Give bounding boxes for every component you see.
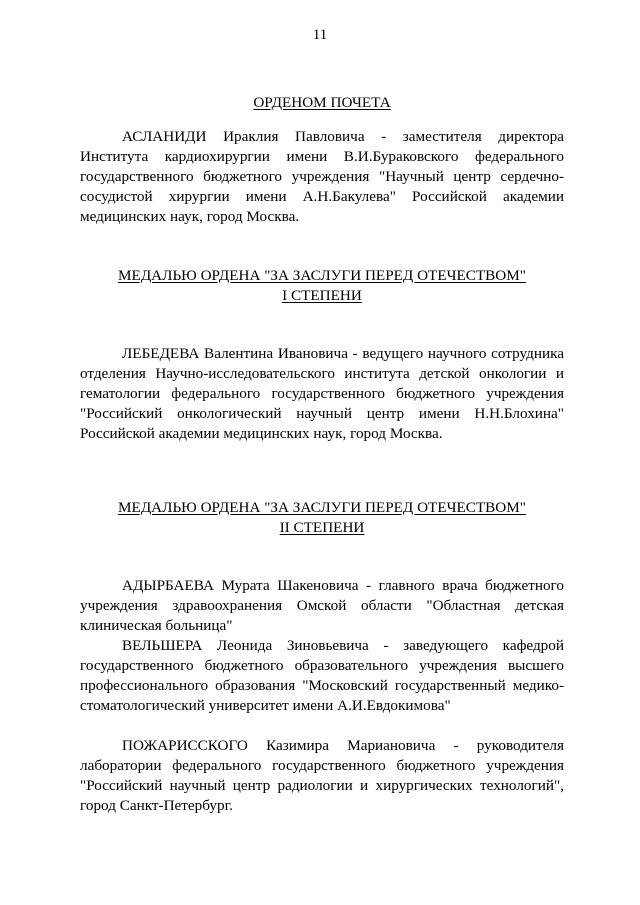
- section-heading-order-of-honor: [80, 93, 564, 113]
- heading-line: II СТЕПЕНИ: [279, 519, 365, 536]
- award-entry: АДЫРБАЕВА Мурата Шакеновича - главного врача бюджетного учреждения здравоохранения Омской области "Областная детская клиническая больница": [80, 577, 564, 634]
- award-entry: ВЕЛЬШЕРА Леонида Зиновьевича - заведующего кафедрой государственного бюджетного образовательного учреждения высшего профессионального образования "Московский государственный медико-стоматологический университет имени А.И.Евдокимова": [80, 637, 564, 714]
- heading-line: МЕДАЛЬЮ ОРДЕНА "ЗА ЗАСЛУГИ ПЕРЕД ОТЕЧЕСТВОМ": [118, 267, 526, 284]
- heading-line: I СТЕПЕНИ: [282, 287, 362, 304]
- heading-line: МЕДАЛЬЮ ОРДЕНА "ЗА ЗАСЛУГИ ПЕРЕД ОТЕЧЕСТВОМ": [118, 499, 526, 516]
- heading-line: ОРДЕНОМ ПОЧЕТА: [253, 94, 391, 111]
- award-entry: ЛЕБЕДЕВА Валентина Ивановича - ведущего научного сотрудника отделения Научно-исследовательского института детской онкологии и гематологии федерального государственного бюджетного учреждения "Российский онкологический научный центр имени Н.Н.Блохина" Российской академии медицинских наук, город Москва.: [80, 345, 564, 442]
- section-heading-medal-1st-degree: [80, 266, 564, 306]
- award-entry: АСЛАНИДИ Ираклия Павловича - заместителя директора Института кардиохирургии имени В.И.Бураковского федерального государственного бюджетного учреждения "Научный центр сердечно-сосудистой хирургии имени А.Н.Бакулева" Российской академии медицинских наук, город Москва.: [80, 128, 564, 225]
- page-number: 11: [312, 27, 328, 43]
- section-heading-medal-2nd-degree: [80, 498, 564, 538]
- award-entry: ПОЖАРИССКОГО Казимира Мариановича - руководителя лаборатории федерального государственного бюджетного учреждения "Российский научный центр радиологии и хирургических технологий", город Санкт-Петербург.: [80, 737, 564, 814]
